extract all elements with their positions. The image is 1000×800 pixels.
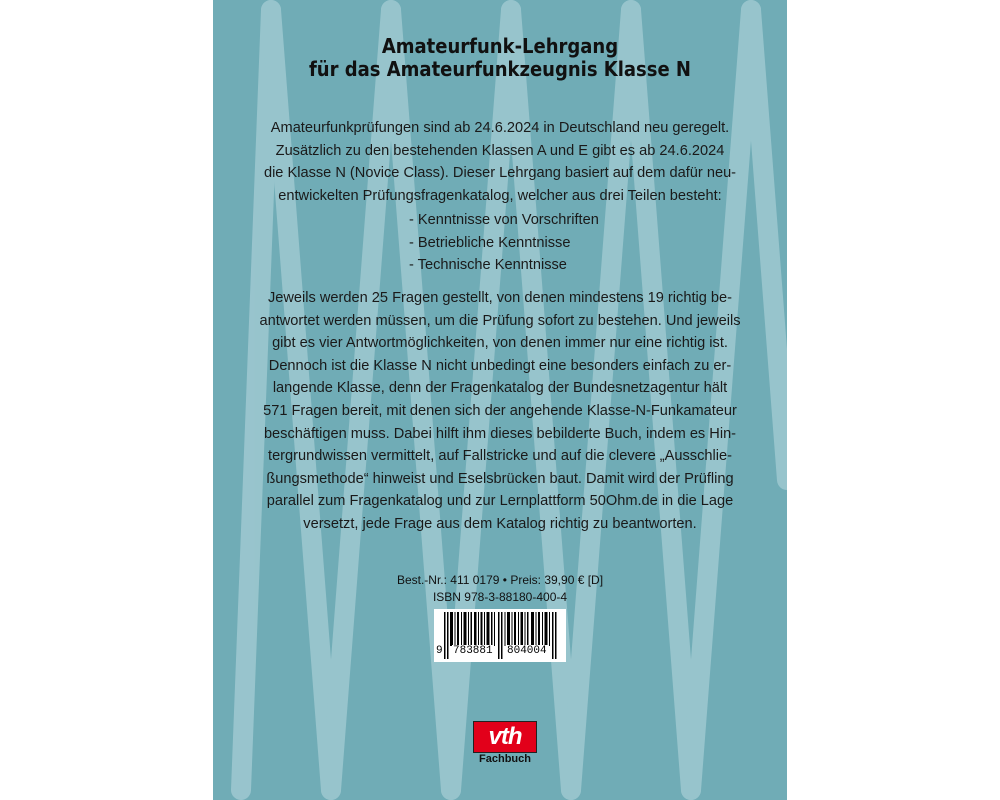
text-line: die Klasse N (Novice Class). Dieser Lehrgang basiert auf dem dafür neu-: [263, 165, 737, 182]
text-line: tergrundwissen vermittelt, auf Fallstricke und auf die clevere „Ausschlie-: [268, 448, 732, 465]
book-back-cover: [213, 0, 787, 800]
vth-logo-mark: vth: [473, 721, 537, 753]
text-line: versetzt, jede Frage aus dem Katalog richtig zu beantworten.: [303, 515, 697, 532]
barcode-digits-right: 804004: [507, 645, 547, 657]
text-line: 571 Fragen bereit, mit denen sich der angehende Klasse-N-Funkamateur: [263, 402, 737, 419]
text-line: beschäftigen muss. Dabei hilft ihm dieses bebilderte Buch, indem es Hin-: [263, 425, 737, 442]
text-line: Dennoch ist die Klasse N nicht unbedingt eine besonders einfach zu er-: [268, 357, 732, 374]
text-line: Amateurfunkprüfungen sind ab 24.6.2024 in Deutschland neu geregelt.: [270, 120, 730, 136]
text-line: parallel zum Fragenkatalog und zur Lernplattform 50Ohm.de in die Lage: [266, 493, 734, 510]
cover-title-line2: für das Amateurfunkzeugnis Klasse N: [308, 57, 691, 81]
publisher-logo: [473, 721, 537, 766]
list-item: - Betriebliche Kenntnisse: [409, 234, 571, 251]
text-line: ßungsmethode“ hinweist und Eselsbrücken baut. Damit wird der Prüfling: [266, 470, 734, 487]
text-line: antwortet werden müssen, um die Prüfung sofort zu bestehen. Und jeweils: [259, 312, 741, 329]
intro-paragraph: [213, 117, 787, 207]
barcode-digits-left: 783881: [453, 645, 493, 657]
text-line: gibt es vier Antwortmöglichkeiten, von denen immer nur eine richtig ist.: [272, 335, 728, 352]
isbn-text: ISBN 978-3-88180-400-4: [432, 590, 568, 604]
description-paragraph: [213, 287, 787, 536]
text-line: Jeweils werden 25 Fragen gestellt, von denen mindestens 19 richtig be-: [267, 290, 733, 306]
publisher-subtitle: Fachbuch: [479, 753, 531, 765]
text-line: entwickelten Prüfungsfragenkatalog, welcher aus drei Teilen besteht:: [278, 187, 722, 204]
list-item: - Kenntnisse von Vorschriften: [409, 212, 599, 228]
list-item: - Technische Kenntnisse: [409, 257, 567, 274]
barcode-digit-lead: 9: [436, 645, 443, 657]
text-line: langende Klasse, denn der Fragenkatalog der Bundesnetzagentur hält: [272, 380, 728, 397]
isbn-barcode: [434, 609, 566, 662]
text-line: Zusätzlich zu den bestehenden Klassen A und E gibt es ab 24.6.2024: [275, 142, 725, 159]
barcode-digits: [434, 645, 566, 661]
order-info: Best.-Nr.: 411 0179 • Preis: 39,90 € [D]: [396, 573, 604, 587]
topics-list: [409, 209, 599, 277]
cover-title-line1: Amateurfunk-Lehrgang: [381, 34, 619, 58]
